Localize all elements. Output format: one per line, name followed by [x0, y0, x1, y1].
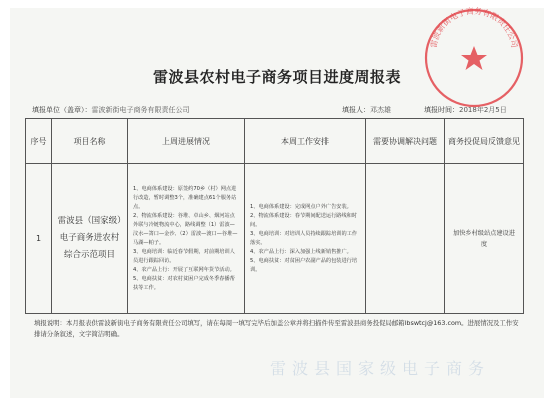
progress-item: 1、电商体系建设：原签约70乡（村）网点进行改造，暂时调整3个，准确建点61个服务站点。: [133, 185, 237, 210]
plan-item: 3、电商培训：对培训人员持续跟踪培训的工作落实。: [250, 230, 358, 246]
plan-item: 1、电商体系建设：完成网点户外广告安装。: [250, 203, 352, 210]
progress-item: 3、电商培训：临近春节假期，对前期培训人员进行跟踪回访。: [133, 248, 235, 264]
row-index: 1: [26, 164, 52, 314]
seal-star-icon: [461, 46, 487, 70]
report-title: 雷波县农村电子商务项目进度周报表: [152, 68, 401, 86]
header-project-name: 项目名称: [52, 119, 128, 164]
progress-item: 5、电商扶贫：对农村贫困户完成冬季春播帮扶等工作。: [133, 275, 235, 291]
filler: [342, 105, 391, 115]
watermark-text: 雷波县国家级电子商务: [270, 359, 491, 378]
company-seal-stamp: [418, 2, 530, 114]
plan-item: 5、电商扶贫：对贫困户农副产品的包装进行培训。: [250, 257, 358, 273]
progress-item: 4、农产品上行：开展了互联网年货节活动。: [133, 266, 235, 273]
issues-cell: [366, 164, 445, 314]
header-feedback: 商务投促局反馈意见: [445, 119, 524, 164]
header-this-week-plan: 本周工作安排: [245, 119, 366, 164]
header-last-week-progress: 上周进展情况: [128, 119, 245, 164]
header-issues: 需要协调解决问题: [366, 119, 445, 164]
svg-text:雷波新街电子商务有限责任公司: [429, 6, 519, 49]
plan-item: 2、物流体系建设：春节期间配送运行路线和时间。: [250, 212, 358, 228]
progress-item: 2、物流体系建设：谷堆、卓山乡、烟河站点外联与冷链物流中心，路线调整（1）雷波—汶水—箐口—金沙、（2）雷波—渡口—谷堆—马湖—帕子。: [133, 212, 238, 246]
filing-time-label: 填报时间：: [424, 106, 459, 114]
filing-unit-label: 填报单位（盖章）：: [32, 106, 92, 114]
progress-cell: [128, 164, 245, 314]
plan-cell: [245, 164, 366, 314]
table-row: [26, 164, 524, 314]
seal-text: 雷波新街电子商务有限责任公司: [429, 6, 519, 49]
report-table: [25, 118, 524, 314]
filing-note: 填报说明：本月报表供雷波新街电子商务有限责任公司填写，请在每周一填写完毕后加盖公章并将扫描件传至雷波县商务投促局邮箱lbswtcj@163.com。进展情况及工作安排请分条叙述，文字简洁明确。: [34, 319, 519, 338]
feedback-cell: 加快乡村级站点建设进度: [445, 164, 524, 314]
project-name: 雷波县（国家级）电子商务进农村综合示范项目: [52, 164, 128, 314]
filing-unit-value: 雷波新街电子商务有限责任公司: [91, 106, 190, 114]
filler-label: 填报人：: [342, 106, 370, 114]
header-index: 序号: [26, 119, 52, 164]
table-header-row: [26, 119, 524, 164]
plan-item: 4、农产品上行：深入加强上线新销售推广。: [250, 248, 352, 255]
filing-unit: [32, 105, 190, 115]
filing-time-value: 2018年2月5日: [459, 106, 507, 114]
filler-value: 邓杰雄: [370, 106, 391, 114]
